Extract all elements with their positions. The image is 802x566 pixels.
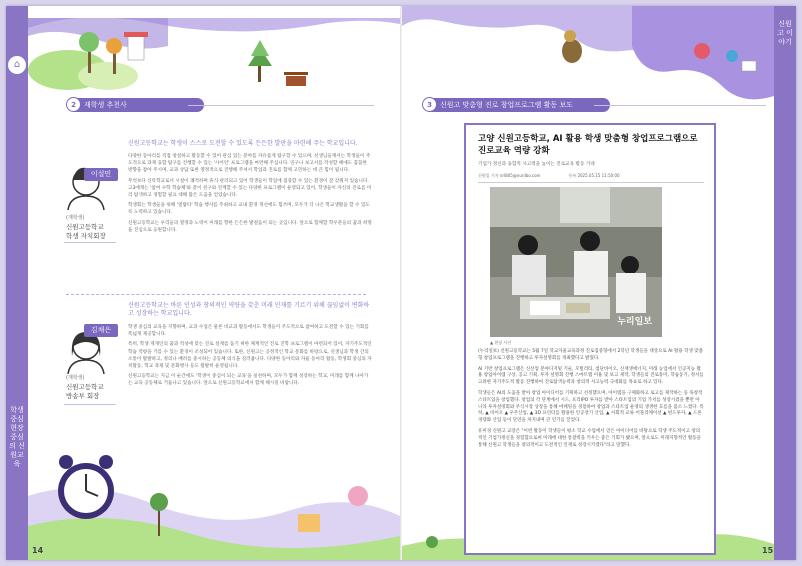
student-type: (재학생) bbox=[66, 215, 85, 221]
article-subtitle: 기업가 정신과 융합적 사고력을 높이는 진로교육 활동 기대 bbox=[478, 162, 595, 167]
section-heading-left bbox=[68, 98, 204, 112]
paragraph: AI 기반 창업프로그램은 신선업 분야디지털 기술, 모빌리티, 첨단바이오, 신재생에너지, 미래 농업에서 인공지능 활용 창업아이템 구상, 공고 기획, 투자 설명회 진행 스마트랩 이용 및 보고 제작, 학생들의 진로흥미, 학습동기, 정서를 고려한 자기주도적 활동 진행하여 진로탐색능력과 창의적 사고능력 극대화를 목표로 하고 있다. bbox=[478, 366, 704, 386]
page-number-right: 15 bbox=[762, 546, 774, 555]
paragraph: 유미경 신원고 교장은 "이번 활동이 학생들이 평소 학교 수업에서 얻은 아이디어를 바탕으로 학생 주도적이고 창의적인 기업가정신을 경험함으로써 미래에 대한 통찰력을 키우는 좋은 기회가 됐으며, 앞으로도 미래지향적인 활동을 통해 신원고 학생들을 창의적이고 도전적인 인재로 성장시키겠다"라고 말했다. bbox=[478, 428, 701, 448]
paragraph: 신원고등학교는 우리들의 열정과 노력이 미래를 향한 든든한 발걸음이 되는 곳입니다. 앞으로 함께할 학우분들의 꿈과 희망을 진심으로 응원합니다. bbox=[128, 220, 372, 233]
paragraph: 특히, 학생 개개인의 꿈과 적성에 맞는 진로 설계를 돕기 위한 체계적인 진로 진학 프로그램이 마련되어 있어, 자기주도적인 학습 역량을 기를 수 있는 환경이 조성되어 있습니다. 또한, 신원고는 공정적인 학교 문화를 바탕으로, 선생님과 학생 간의 소통이 활발하고, 정의나 배려를 중시하는 공동체 의식을 길러줍니다. 다양한 동아리와 자율 동아리 활동, 학생회 중심의 자치활동, 학교 축제 및 문화행사 등도 활발히 운영됩니다. bbox=[128, 342, 372, 370]
home-icon[interactable]: ⌂ bbox=[8, 56, 26, 74]
student-name-tag: 이설민 bbox=[84, 168, 118, 181]
role-divider bbox=[64, 404, 116, 405]
article-date: 등록 2025.05.15 11:50:00 bbox=[568, 173, 620, 178]
testimonial-intro: 신원고등학교는 바른 인성과 창의적인 역량을 갖춘 미래 인재를 기르기 위해 끊임없이 변화하고 성장하는 학교입니다. bbox=[128, 302, 370, 317]
paragraph: 학생들은 AI의 도움을 받아 창업 아이디어를 기획하고 선정했으며, 아이템을 구체화하고 로고를 제작하는 등 독창적 스타트업을 창업했다. 창업의 각 단계에서 시드, 프리IPO 투자를 받아 스타트업의 기업 가치를 성장시켰을 뿐만 아니라 투자설명회와 주식시장 상장을 통해 마케팅을 경험하여 창업과 스타트업 운영의 생생한 흐름을 몸소 느꼈다. 특히, ▲ 바이오 ▲ 우주산업, ▲ 3D 프린터를 활용한 인공장기 산업, ▲ 사회적 교류 어플리케이션 ▲ 펀드투자, ▲ 드론 경량화 산업 등이 단연을 차지내며 큰 인기를 끌었다. bbox=[478, 390, 704, 424]
photo-caption: ▲ 현장 사진 bbox=[490, 340, 512, 345]
dashed-divider bbox=[66, 294, 366, 295]
section-rule-right bbox=[594, 105, 766, 106]
student-school: 신원고등학교 bbox=[66, 383, 104, 391]
top-left-illustration bbox=[28, 18, 400, 98]
section-heading-right bbox=[424, 98, 610, 112]
article-body bbox=[478, 349, 704, 453]
student-name-tag: 김채은 bbox=[84, 324, 118, 337]
student-position: 학생 자치회장 bbox=[66, 232, 106, 240]
student-type: (재학생) bbox=[66, 375, 85, 381]
article-meta bbox=[478, 173, 704, 183]
section-title: 재학생 추천사 bbox=[84, 101, 127, 109]
page-number-left: 14 bbox=[32, 546, 44, 555]
paragraph: (누리일보) 신원고등학교는 5월 7일 학교자율교육과정 진로집중형에서 2학년 학생들을 대상으로 AI 활용 학생 맞춤형 창업프로그램을 진행하고 투자설명회를 개최했다고 밝혔다. bbox=[478, 349, 703, 361]
student-role bbox=[66, 374, 104, 401]
section-number: 3 bbox=[422, 97, 437, 112]
student-school: 신원고등학교 bbox=[66, 223, 104, 231]
student-position: 방송부 회장 bbox=[66, 392, 100, 400]
student-role bbox=[66, 214, 106, 241]
paragraph: 학생회는 학생들을 위해 '열람타' 학습 행사를 주최하고 교내 환경 개선에도 힘쓰며, 모두가 더 나은 학교생활을 할 수 있도록 노력하고 있습니다. bbox=[128, 203, 370, 216]
role-divider bbox=[64, 242, 116, 243]
section-rule-left bbox=[188, 105, 374, 106]
left-band-text: 학생중심 현장중심의 신원교육 bbox=[9, 406, 25, 468]
article-byline: 신원일 기자 nrl805@nurilbo.com bbox=[478, 173, 541, 178]
section-title: 신원고 맞춤형 진로 창업프로그램 활동 보도 bbox=[440, 101, 573, 109]
paragraph: 학생 중심의 교육을 지향하며, 교과 수업은 물론 비교과 활동에서도 학생들이 주도적으로 참여하고 도전할 수 있는 기회를 폭넓게 제공합니다. bbox=[128, 325, 369, 338]
article-photo bbox=[490, 187, 662, 337]
paragraph: 다양한 동아리를 직접 창설하고 활동할 수 있어 관심 있는 분야를 자유롭게 탐구할 수 있으며, 선생님들께서는 학생들이 주도적으로 과제 융합 탐구를 진행할 수 있는 '사이언' 프로그램을 마련해 주십니다. 연구나 보고서를 작성할 때에도 꼼꼼한 방향을 잡아 주시며, 교과 상담 또한 열정적으로 진행해 주셔서 학업과 진로를 함께 고민하는 데 큰 힘이 됩니다. bbox=[128, 154, 371, 174]
magazine-spread bbox=[6, 6, 796, 560]
news-article bbox=[464, 123, 716, 555]
paragraph: 신원고등학교는 지금 이 순간에도 '학생이 중심이 되는 교육'을 실천하며, 모두가 함께 성장하는 학교, 미래를 함께 나아가는 교육 공동체로 거듭나고 있습니다. 앞으로 신원고등학교에서 함께 해시길 바랍니다. bbox=[128, 374, 369, 387]
testimonial-body bbox=[128, 324, 372, 391]
bottom-left-illustration bbox=[28, 436, 400, 560]
article-title: 고양 신원고등학교, AI 활용 학생 맞춤형 창업프로그램으로 진로교육 역량 강화 bbox=[478, 134, 698, 156]
right-band-text: 신원고 이야기 bbox=[777, 20, 793, 46]
section-number: 2 bbox=[66, 97, 81, 112]
top-right-illustration bbox=[402, 6, 774, 106]
gutter bbox=[400, 6, 402, 560]
paragraph: 무엇보다 신록학교로서 시설이 쾌적하며 휴식·관리되고 있어 학생들이 학업에 집중할 수 있는 환경이 잘 갖춰져 있습니다. 고3에게는 '참여 수학 학습체'와 같이 친구와 연계할 수 있는 다양한 프로그램이 운영되고 있어, 학생들이 자신의 진로를 미리 탐색하고 경험할 필요 대해 많은 도움을 얻었습니다. bbox=[128, 178, 372, 199]
testimonial-intro: 신원고등학교는 학생이 스스로 도전할 수 있도록 든든한 발판을 마련해 주는 학교입니다. bbox=[128, 140, 358, 147]
photo-watermark: 누리일보 bbox=[617, 317, 652, 327]
left-side-band bbox=[6, 6, 28, 560]
testimonial-body bbox=[128, 153, 372, 237]
right-side-band bbox=[774, 6, 796, 560]
